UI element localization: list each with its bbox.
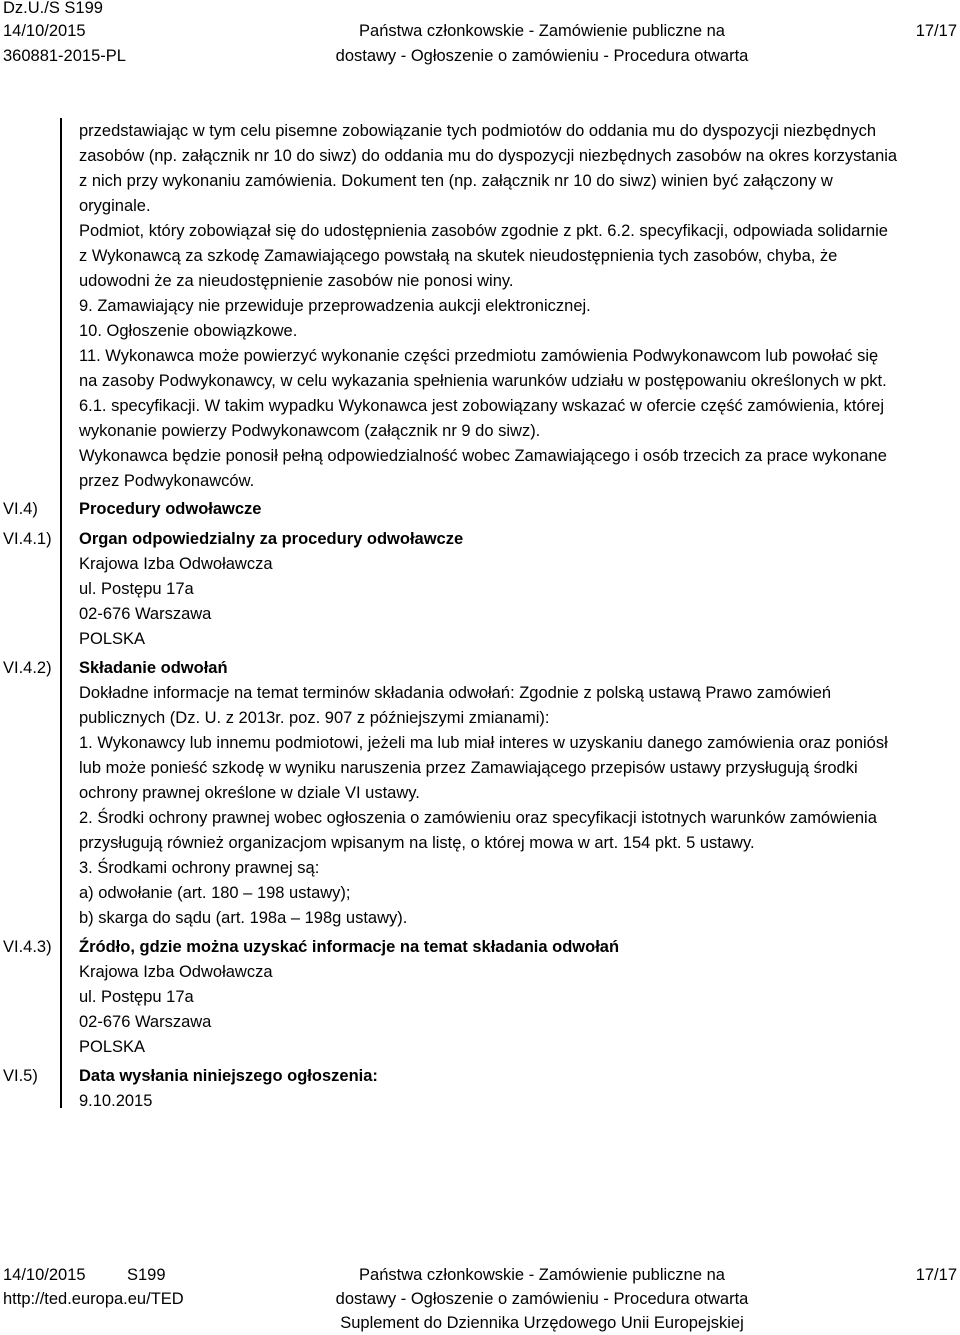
- body-line: 10. Ogłoszenie obowiązkowe.: [79, 322, 298, 340]
- body-line: 6.1. specyfikacji. W takim wypadku Wykonawca jest zobowiązany wskazać w ofercie część zamówienia, której: [79, 397, 884, 415]
- header-journal: Dz.U./S S199: [3, 0, 103, 17]
- section-number-vi5: VI.5): [3, 1067, 38, 1085]
- footer-url-link[interactable]: http://ted.europa.eu/TED: [3, 1290, 184, 1308]
- body-line: na zasoby Podwykonawcy, w celu wykazania spełnienia warunków udziału w postępowaniu określonych w pkt.: [79, 372, 887, 390]
- address-line: ul. Postępu 17a: [79, 580, 194, 598]
- address-line: Krajowa Izba Odwoławcza: [79, 555, 273, 573]
- body-line: Podmiot, który zobowiązał się do udostępnienia zasobów zgodnie z pkt. 6.2. specyfikacji, odpowiada solidarnie: [79, 222, 888, 240]
- section-text-line: lub może ponieść szkodę w wyniku naruszenia przez Zamawiającego przepisów ustawy przysługują środki: [79, 759, 858, 777]
- footer-title-line3: Suplement do Dziennika Urzędowego Unii Europejskiej: [340, 1314, 744, 1332]
- section-text-line: 1. Wykonawcy lub innemu podmiotowi, jeżeli ma lub miał interes w uzyskaniu danego zamówienia oraz poniósł: [79, 734, 888, 752]
- section-text-line: przysługują również organizacjom wpisanym na listę, o której mowa w art. 154 pkt. 5 ustawy.: [79, 834, 755, 852]
- header-page-number: 17/17: [915, 22, 957, 40]
- section-number-vi4: VI.4): [3, 500, 38, 518]
- section-text-line: 3. Środkami ochrony prawnej są:: [79, 859, 320, 877]
- section-text-line: Dokładne informacje na temat terminów składania odwołań: Zgodnie z polską ustawą Prawo zamówień: [79, 684, 832, 702]
- section-text-line: a) odwołanie (art. 180 – 198 ustawy);: [79, 884, 351, 902]
- body-line: z nich przy wykonaniu zamówienia. Dokument ten (np. załącznik nr 10 do siwz) winien być załączony w: [79, 172, 833, 190]
- body-line: Wykonawca będzie ponosił pełną odpowiedzialność wobec Zamawiającego i osób trzecich za prace wykonane: [79, 447, 887, 465]
- address-line: 02-676 Warszawa: [79, 1013, 212, 1031]
- footer-page-number: 17/17: [915, 1266, 957, 1284]
- section-heading-vi43: Źródło, gdzie można uzyskać informacje na temat składania odwołań: [79, 938, 620, 956]
- footer-date: 14/10/2015: [3, 1266, 86, 1284]
- dispatch-date: 9.10.2015: [79, 1092, 153, 1110]
- footer-title-line1: Państwa członkowskie - Zamówienie publiczne na: [359, 1266, 725, 1284]
- address-line: POLSKA: [79, 630, 146, 648]
- body-line: 9. Zamawiający nie przewiduje przeprowadzenia aukcji elektronicznej.: [79, 297, 591, 315]
- address-line: ul. Postępu 17a: [79, 988, 194, 1006]
- body-line: przedstawiając w tym celu pisemne zobowiązanie tych podmiotów do oddania mu do dyspozycji niezbędnych: [79, 122, 877, 140]
- header-date: 14/10/2015: [3, 22, 86, 40]
- body-line: 11. Wykonawca może powierzyć wykonanie części przedmiotu zamówienia Podwykonawcom lub powołać się: [79, 347, 879, 365]
- body-line: zasobów (np. załącznik nr 10 do siwz) do oddania mu do dyspozycji niezbędnych zasobów na okres korzystania: [79, 147, 898, 165]
- section-number-vi43: VI.4.3): [3, 938, 52, 956]
- address-line: POLSKA: [79, 1038, 146, 1056]
- section-number-vi41: VI.4.1): [3, 530, 52, 548]
- header-doc-id: 360881-2015-PL: [3, 47, 126, 65]
- section-heading-vi42: Składanie odwołań: [79, 659, 228, 677]
- address-line: Krajowa Izba Odwoławcza: [79, 963, 273, 981]
- section-text-line: 2. Środki ochrony prawnej wobec ogłoszenia o zamówieniu oraz specyfikacji istotnych warunków zamówienia: [79, 809, 877, 827]
- body-line: przez Podwykonawców.: [79, 472, 255, 490]
- header-title-line1: Państwa członkowskie - Zamówienie publiczne na: [359, 22, 725, 40]
- section-text-line: ochrony prawnej określone w dziale VI ustawy.: [79, 784, 420, 802]
- header-title-line2: dostawy - Ogłoszenie o zamówieniu - Procedura otwarta: [335, 47, 749, 65]
- body-line: udowodni że za nieudostępnienie zasobów nie ponosi winy.: [79, 272, 514, 290]
- section-number-vi42: VI.4.2): [3, 659, 52, 677]
- body-line: wykonanie powierzy Podwykonawcom (załącznik nr 9 do siwz).: [79, 422, 541, 440]
- body-line: oryginale.: [79, 197, 151, 215]
- section-text-line: b) skarga do sądu (art. 198a – 198g ustawy).: [79, 909, 408, 927]
- section-text-line: publicznych (Dz. U. z 2013r. poz. 907 z późniejszymi zmianami):: [79, 709, 550, 727]
- section-heading-vi4: Procedury odwoławcze: [79, 500, 262, 518]
- section-heading-vi5: Data wysłania niniejszego ogłoszenia:: [79, 1067, 378, 1085]
- footer-title-line2: dostawy - Ogłoszenie o zamówieniu - Procedura otwarta: [335, 1290, 749, 1308]
- footer-issue: S199: [127, 1266, 166, 1284]
- body-line: z Wykonawcą za szkodę Zamawiającego powstałą na skutek nieudostępnienia tych zasobów, chyba, że: [79, 247, 838, 265]
- section-heading-vi41: Organ odpowiedzialny za procedury odwoławcze: [79, 530, 464, 548]
- address-line: 02-676 Warszawa: [79, 605, 212, 623]
